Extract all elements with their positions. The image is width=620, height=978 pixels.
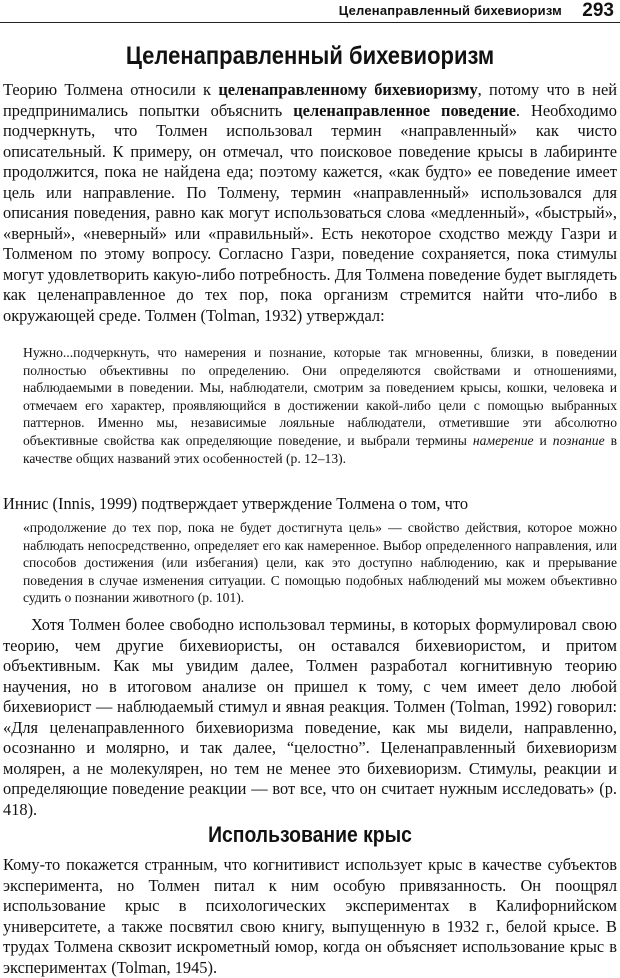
block-quote-tolman <box>23 344 617 467</box>
block-quote-innis: «продолжение до тех пор, пока не будет достигнута цель» — свойство действия, которое можно наблюдать непосредственно, определяет его как намеренное. Выбор определенного направления, или способов достижения (или избегания) цели, как это доступно наблюдению, как и прерывание поведения в случае изменения ситуации. С помощью подобных наблюдений мы можем объективно судить о познании животного (р. 101). <box>23 520 617 606</box>
italic-term: познание <box>552 432 605 448</box>
subsection-title: Использование крыс <box>208 822 412 847</box>
paragraph-behaviorist: Хотя Толмен более свободно использовал термины, в которых формулировал свою теорию, чем другие бихевиористы, он оставался бихевиористом, и притом объективным. Как мы увидим далее, Толмен разработал когнитивную теорию научения, но в итоговом анализе он пришел к тому, с чем имеет дело любой бихевиорист — наблюдаемый стимул и явная реакция. Толмен (Tolman, 1992) говорил: «Для целенаправленного бихевиоризма поведение, как мы видели, направленно, осознанно и молярно, и так далее, “целостно”. Целенаправленный бихевиоризм молярен, а не молекулярен, но тем не менее это бихевиоризм. Стимулы, реакции и определяющие поведение реакции — вот все, что он считает нужным исследовать» (р. 418). <box>3 615 617 819</box>
header-rule <box>0 22 620 23</box>
text-run: Теорию Толмена относили к <box>3 80 219 99</box>
text-run: и <box>533 432 553 448</box>
text-run: . Необходимо подчеркнуть, что Толмен использовал термин «направленный» как чисто описательный. К примеру, он отмечал, что поисковое поведение крысы в лабиринте продолжится, пока не найдена еда; поэтому кажется, «как будто» ее поведение имеет цель или направление. По Толмену, термин «направленный» использовался для описания поведения, равно как могут использоваться слова «медленный», «быстрый», «верный», «неверный» или «правильный». Есть некоторое сходство между Газри и Толменом по этому вопросу. Согласно Газри, поведение сохраняется, пока стимулы могут удовлетворить какую-либо потребность. Для Толмена поведение будет выглядеть как целенаправленное до тех пор, пока организм стремится найти что-либо в окружающей среде. Толмен (Tolman, 1932) утверждал: <box>3 100 618 325</box>
text-run: Нужно...подчеркнуть, что намерения и познание, которые так мгновенны, близки, в поведении полностью объективны по определению. Они определяются свойствами и отношениями, наблюдаемыми в поведении. Мы, наблюдатели, смотрим за поведением крысы, кошки, человека и отмечаем его характер, проявляющийся в достижении какой-либо цели с помощью выбранных паттернов. Именно мы, независимые лояльные наблюдатели, отметившие эти абсолютно объективные свойства как определяющие поведение, и выбрали термины <box>23 345 617 448</box>
bold-term: целенаправленному бихевиоризму <box>218 80 478 99</box>
running-head <box>0 0 620 26</box>
text-run: , потому что в ней предпринимались попытки объяснить <box>3 80 617 120</box>
page-number: 293 <box>582 0 614 21</box>
italic-term: намерение <box>472 432 534 448</box>
paragraph-intro <box>3 80 617 326</box>
running-head-title: Целенаправленный бихевиоризм <box>338 3 562 18</box>
bold-term: целенаправленное поведение <box>293 100 516 120</box>
text-run: в качестве общих названий этих особенностей (р. 12–13). <box>23 432 618 466</box>
section-title: Целенаправленный бихевиоризм <box>125 42 495 70</box>
paragraph-innis: Иннис (Innis, 1999) подтверждает утверждение Толмена о том, что <box>3 494 469 513</box>
paragraph-rats: Кому-то покажется странным, что когнитивист использует крыс в качестве субъектов эксперимента, но Толмен питал к ним особую привязанность. Он поощрял использование крыс в психологических экспериментах в Калифорнийском университете, а также посвятил свою книгу, выпущенную в 1932 г., белой крысе. В трудах Толмена сквозит искрометный юмор, когда он объясняет использование крыс в экспериментах (Tolman, 1945). <box>3 855 617 977</box>
